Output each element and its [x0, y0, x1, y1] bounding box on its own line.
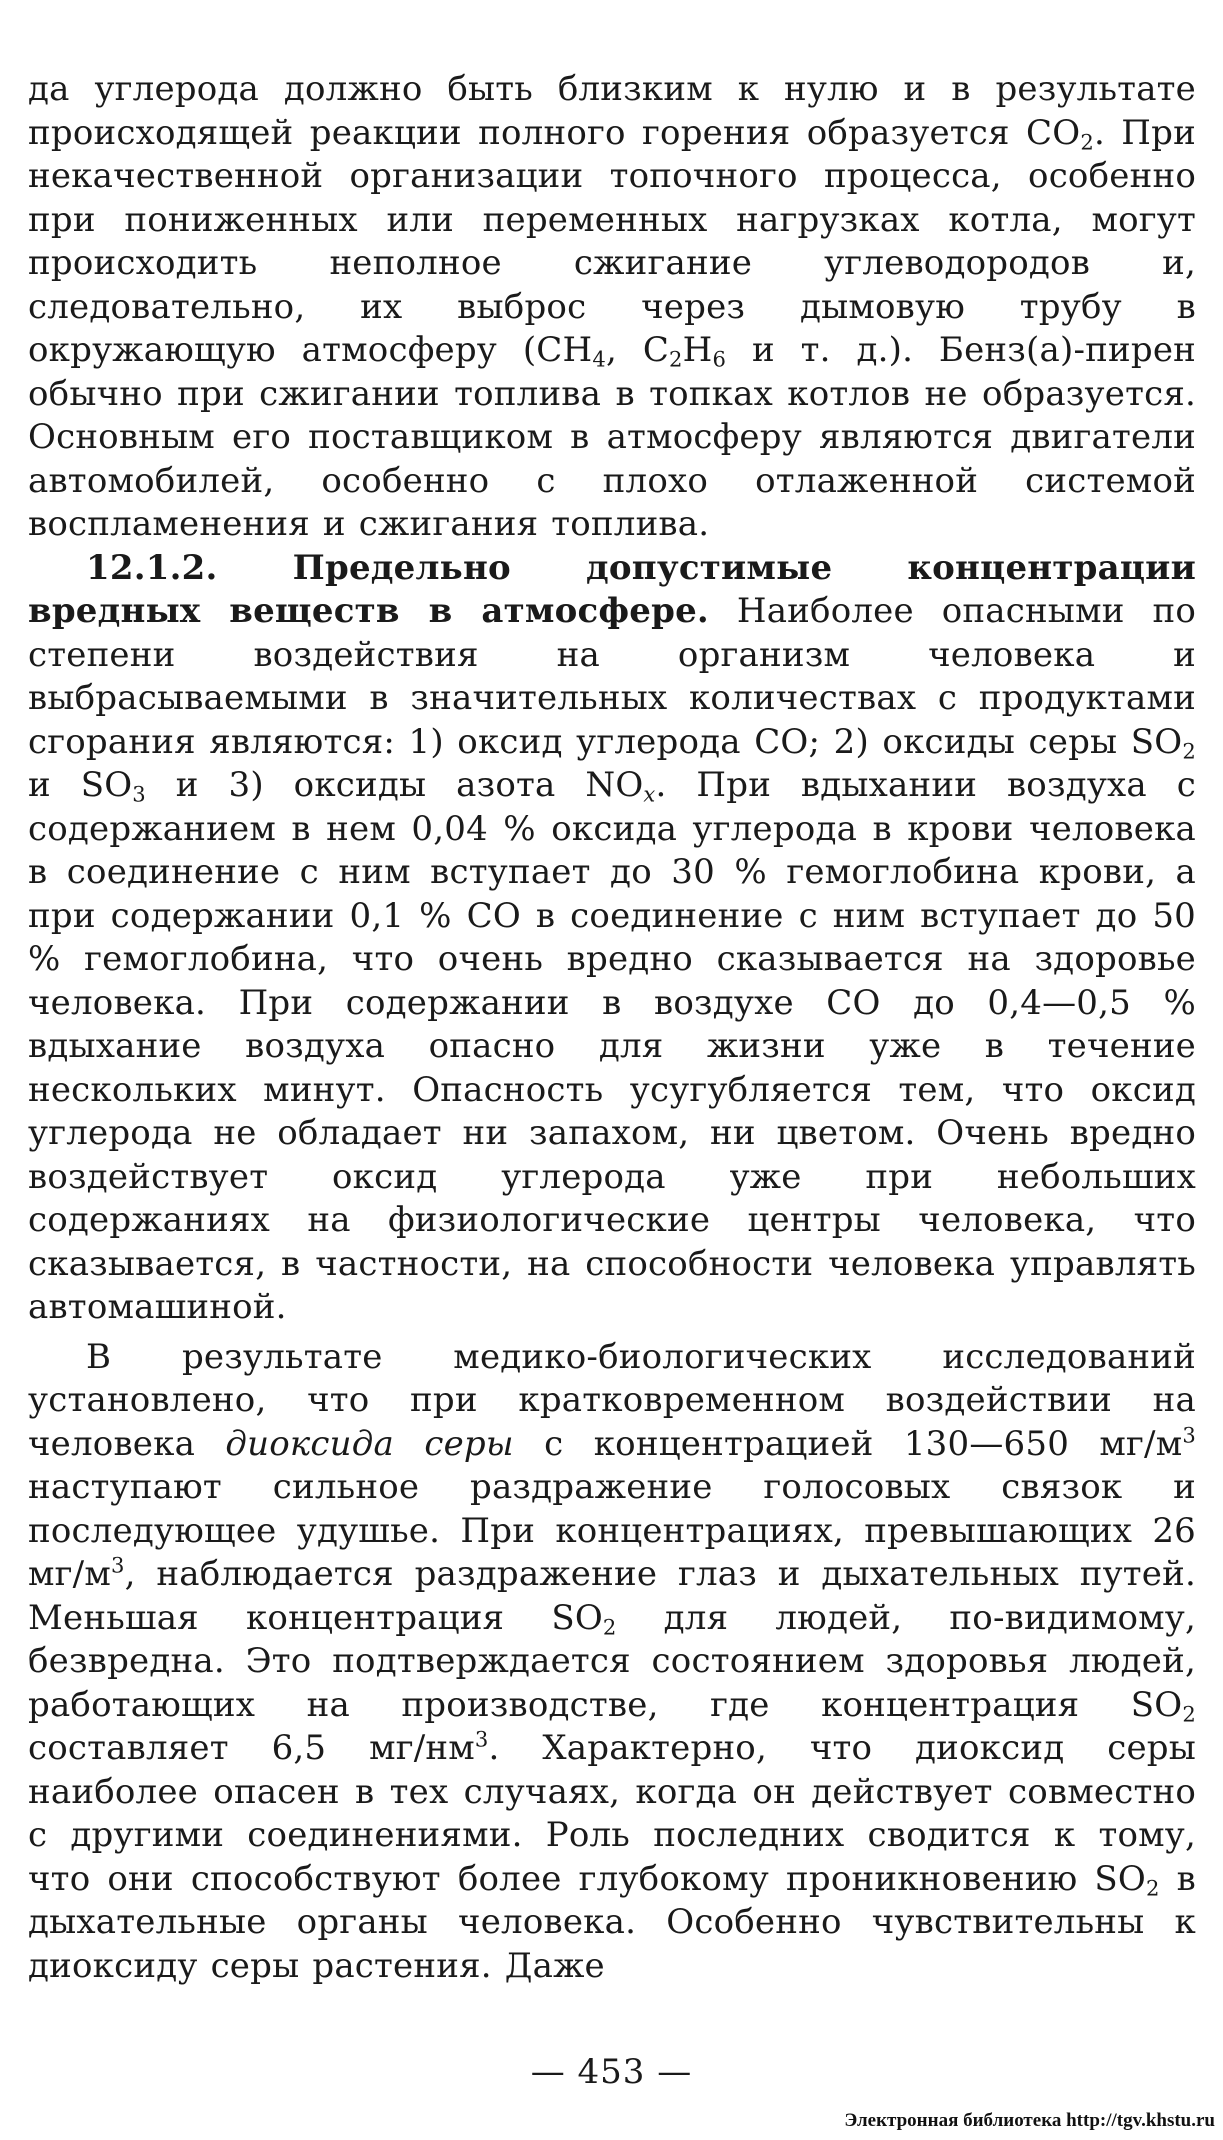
subscript: 4 [592, 346, 606, 372]
paragraph-combustion [28, 68, 1196, 547]
paragraph-sulfur-dioxide [28, 1336, 1196, 1989]
superscript: 3 [110, 1552, 125, 1578]
subscript: 2 [1182, 1700, 1196, 1726]
text-span: и SO [28, 765, 133, 805]
text-span: с концентрацией 130—650 мг/м [513, 1423, 1183, 1464]
superscript: 3 [1182, 1421, 1196, 1447]
text-span: и 3) оксиды азота NO [145, 765, 644, 805]
section-heading: 12.1.2. Предельно допустимые концентрации вредных веществ в атмосфере. [28, 547, 1196, 631]
subscript: 2 [669, 346, 683, 372]
paragraph-limits [28, 547, 1196, 1330]
page-number: — 453 — [530, 2052, 693, 2092]
superscript: 3 [474, 1726, 489, 1752]
text-span: Наиболее опасными по степени воздействия на организм человека и выбрасываемыми в значительных количествах с продуктами сгорания являются: 1) оксид углерода CO; 2) оксиды серы SO [28, 591, 1196, 762]
text-span: наступают сильное раздражение голосовых связок и последующее удушье. При концентрациях, превышающих 26 мг/м [28, 1467, 1196, 1594]
subscript: 2 [602, 1613, 617, 1639]
text-span: да углерода должно быть близким к нулю и в результате происходящей реакции полного горения образуется CO [28, 69, 1196, 153]
text-span: и т. д.). Бенз(а)-пирен обычно при сжигании топлива в топках котлов не образуется. Основным его поставщиком в атмосферу являются двигатели автомобилей, особенно с плохо отлаженной системой воспламенения и сжигания топлива. [28, 330, 1196, 544]
subscript: 6 [712, 346, 727, 372]
text-span: для людей, по-видимому, безвредна. Это подтверждается состоянием здоровья людей, работающих на производстве, где концентрация SO [28, 1597, 1196, 1725]
subscript: 2 [1145, 1874, 1160, 1900]
text-span: . При некачественной организации топочного процесса, особенно при пониженных или переменных нагрузках котла, могут происходить неполное сжигание углеводородов и, следовательно, их выброс через дымовую трубу в окружающую атмосферу (CH [28, 112, 1196, 370]
italic-term: диоксида серы [225, 1423, 514, 1464]
text-span: , наблюдается раздражение глаз и дыхательных путей. Меньшая концентрация SO [28, 1554, 1196, 1638]
text-span: , C [606, 330, 670, 370]
library-link[interactable]: Электронная библиотека http://tgv.khstu.ru [844, 2110, 1215, 2131]
page-body [28, 68, 1196, 1988]
subscript: 3 [132, 781, 146, 807]
subscript: 2 [1182, 737, 1196, 763]
text-span: в дыхательные органы человека. Особенно чувствительны к диоксиду серы растения. Даже [28, 1858, 1196, 1986]
text-span: H [682, 330, 713, 370]
text-span: . Характерно, что диоксид серы наиболее опасен в тех случаях, когда он действует совместно с другими соединениями. Роль последних сводится к тому, что они способствуют более глубокому проникновению SO [28, 1728, 1196, 1899]
text-span: В результате медико-биологических исследований установлено, что при кратковременном воздействии на человека [28, 1336, 1196, 1464]
subscript: 2 [1080, 128, 1094, 154]
text-span: . При вдыхании воздуха с содержанием в нем 0,04 % оксида углерода в крови человека в соединение с ним вступает до 30 % гемоглобина крови, а при содержании 0,1 % CO в соединение с ним вступает до 50 % гемоглобина, что очень вредно сказывается на здоровье человека. При содержании в воздухе CO до 0,4—0,5 % вдыхание воздуха опасно для жизни уже в течение нескольких минут. Опасность усугубляется тем, что оксид углерода не обладает ни запахом, ни цветом. Очень вредно воздействует оксид углерода уже при небольших содержаниях на физиологические центры человека, что сказывается, в частности, на способности человека управлять автомашиной. [28, 765, 1197, 1327]
text-span: составляет 6,5 мг/нм [28, 1728, 475, 1768]
subscript: x [643, 781, 656, 807]
